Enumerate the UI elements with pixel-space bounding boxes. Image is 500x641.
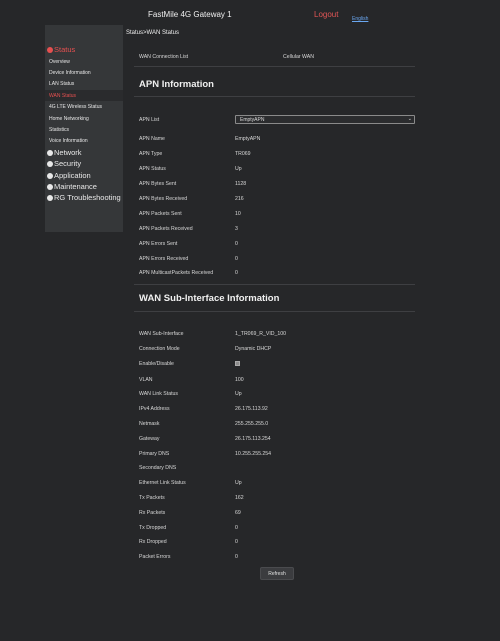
wan-row-label: WAN Sub-Interface — [139, 331, 184, 337]
troubleshooting-icon — [47, 195, 53, 201]
wan-row-label: Netmask — [139, 421, 160, 427]
wan-row-label: Enable/Disable — [139, 361, 174, 367]
sidebar-item-label: RG Troubleshooting — [54, 193, 121, 202]
wan-row-value: 10.255.255.254 — [235, 451, 272, 457]
application-icon — [47, 173, 53, 179]
wan-row-value: 1_TR069_R_VID_100 — [235, 331, 287, 337]
sidebar-item-security[interactable] — [47, 159, 81, 168]
wan-row-label: Tx Dropped — [139, 525, 167, 531]
apn-list-label: APN List — [139, 117, 160, 123]
apn-row-label: APN Errors Received — [139, 256, 189, 262]
sidebar-item-home-networking[interactable]: Home Networking — [49, 116, 89, 122]
apn-list-select[interactable] — [235, 115, 415, 124]
wan-row-value: Up — [235, 480, 242, 486]
wan-row-label: Rx Packets — [139, 510, 166, 516]
apn-row-value: 10 — [235, 211, 241, 217]
apn-row-label: APN Bytes Sent — [139, 181, 177, 187]
maintenance-icon — [47, 184, 53, 190]
apn-row-label: APN Name — [139, 136, 165, 142]
sidebar-item-application[interactable] — [47, 171, 91, 180]
wan-row-value: 255.255.255.0 — [235, 421, 269, 427]
apn-row-label: APN Errors Sent — [139, 241, 178, 247]
wan-row-label: WAN Link Status — [139, 391, 179, 397]
wan-row-value: 0 — [235, 525, 238, 531]
wan-row-label: Ethernet Link Status — [139, 480, 186, 486]
sidebar-item-device-information[interactable]: Device Information — [49, 70, 91, 76]
apn-row-value: EmptyAPN — [235, 136, 261, 142]
wan-connection-list-label: WAN Connection List — [139, 54, 189, 60]
sidebar-item-4g-lte-wireless-status[interactable]: 4G LTE Wireless Status — [49, 104, 102, 110]
sidebar-item-lan-status[interactable]: LAN Status — [49, 81, 75, 87]
apn-row-value: 0 — [235, 270, 238, 276]
wan-row-value: 0 — [235, 539, 238, 545]
apn-row-value: TR069 — [235, 151, 251, 157]
wan-row-label: VLAN — [139, 377, 153, 383]
sidebar-item-voice-information[interactable]: Voice Information — [49, 138, 88, 144]
sidebar-item-status[interactable] — [47, 45, 75, 54]
wan-row-label: Packet Errors — [139, 554, 171, 560]
apn-row-label: APN Packets Sent — [139, 211, 182, 217]
sidebar-item-label: Security — [54, 159, 82, 168]
sidebar-item-label: Maintenance — [54, 182, 97, 191]
wan-row-label: Primary DNS — [139, 451, 170, 457]
sidebar-item-label: Network — [54, 148, 82, 157]
sidebar-item-network[interactable] — [47, 148, 82, 157]
wan-row-value: 162 — [235, 495, 244, 501]
apn-row-value: 216 — [235, 196, 244, 202]
apn-row-value: 3 — [235, 226, 238, 232]
apn-row-label: APN Status — [139, 166, 166, 172]
divider — [134, 284, 415, 285]
refresh-button[interactable]: Refresh — [260, 567, 294, 580]
sidebar-item-maintenance[interactable] — [47, 182, 97, 191]
breadcrumb: Status>WAN Status — [126, 30, 179, 36]
wan-connection-list-value: Cellular WAN — [283, 54, 314, 60]
status-icon — [47, 47, 53, 53]
wan-row-value: 69 — [235, 510, 241, 516]
apn-row-label: APN Bytes Received — [139, 196, 188, 202]
sidebar-item-label: Status — [54, 45, 76, 54]
language-link[interactable]: English — [352, 16, 369, 22]
apn-row-label: APN Packets Received — [139, 226, 193, 232]
logout-link[interactable]: Logout — [314, 10, 339, 19]
wan-row-value: 26.175.113.92 — [235, 406, 268, 412]
sidebar-item-rg-troubleshooting[interactable] — [47, 193, 121, 202]
apn-row-value: Up — [235, 166, 242, 172]
enable-disable-checkbox[interactable] — [235, 361, 240, 366]
apn-row-value: 0 — [235, 241, 238, 247]
wan-row-label: Secondary DNS — [139, 465, 177, 471]
apn-row-label: APN Type — [139, 151, 163, 157]
sidebar-item-overview[interactable]: Overview — [49, 59, 70, 65]
network-icon — [47, 150, 53, 156]
apn-section-title: APN Information — [139, 79, 214, 90]
wan-row-label: Tx Packets — [139, 495, 165, 501]
sidebar-item-wan-status[interactable]: WAN Status — [49, 93, 77, 99]
apn-row-label: APN MulticastPackets Received — [139, 270, 214, 276]
wan-row-value: 100 — [235, 377, 244, 383]
apn-row-value: 1128 — [235, 181, 247, 187]
apn-list-selected-value: EmptyAPN — [240, 117, 265, 123]
wan-row-label: Rx Dropped — [139, 539, 167, 545]
wan-row-label: Connection Mode — [139, 346, 180, 352]
apn-row-value: 0 — [235, 256, 238, 262]
chevron-down-icon: ⌄ — [407, 116, 412, 122]
sidebar-item-statistics[interactable]: Statistics — [49, 127, 70, 133]
sidebar-item-label: Application — [54, 171, 91, 180]
sidebar — [45, 25, 123, 232]
divider — [134, 96, 415, 97]
divider — [134, 311, 415, 312]
wan-row-label: Gateway — [139, 436, 160, 442]
wan-row-value: 0 — [235, 554, 238, 560]
wan-row-value: Dynamic DHCP — [235, 346, 272, 352]
wan-row-value: 26.175.113.254 — [235, 436, 271, 442]
wan-sub-interface-section-title: WAN Sub-Interface Information — [139, 293, 280, 304]
wan-row-value: Up — [235, 391, 242, 397]
security-icon — [47, 161, 53, 167]
divider — [134, 66, 415, 67]
page-title: FastMile 4G Gateway 1 — [148, 10, 232, 19]
wan-row-label: IPv4 Address — [139, 406, 170, 412]
